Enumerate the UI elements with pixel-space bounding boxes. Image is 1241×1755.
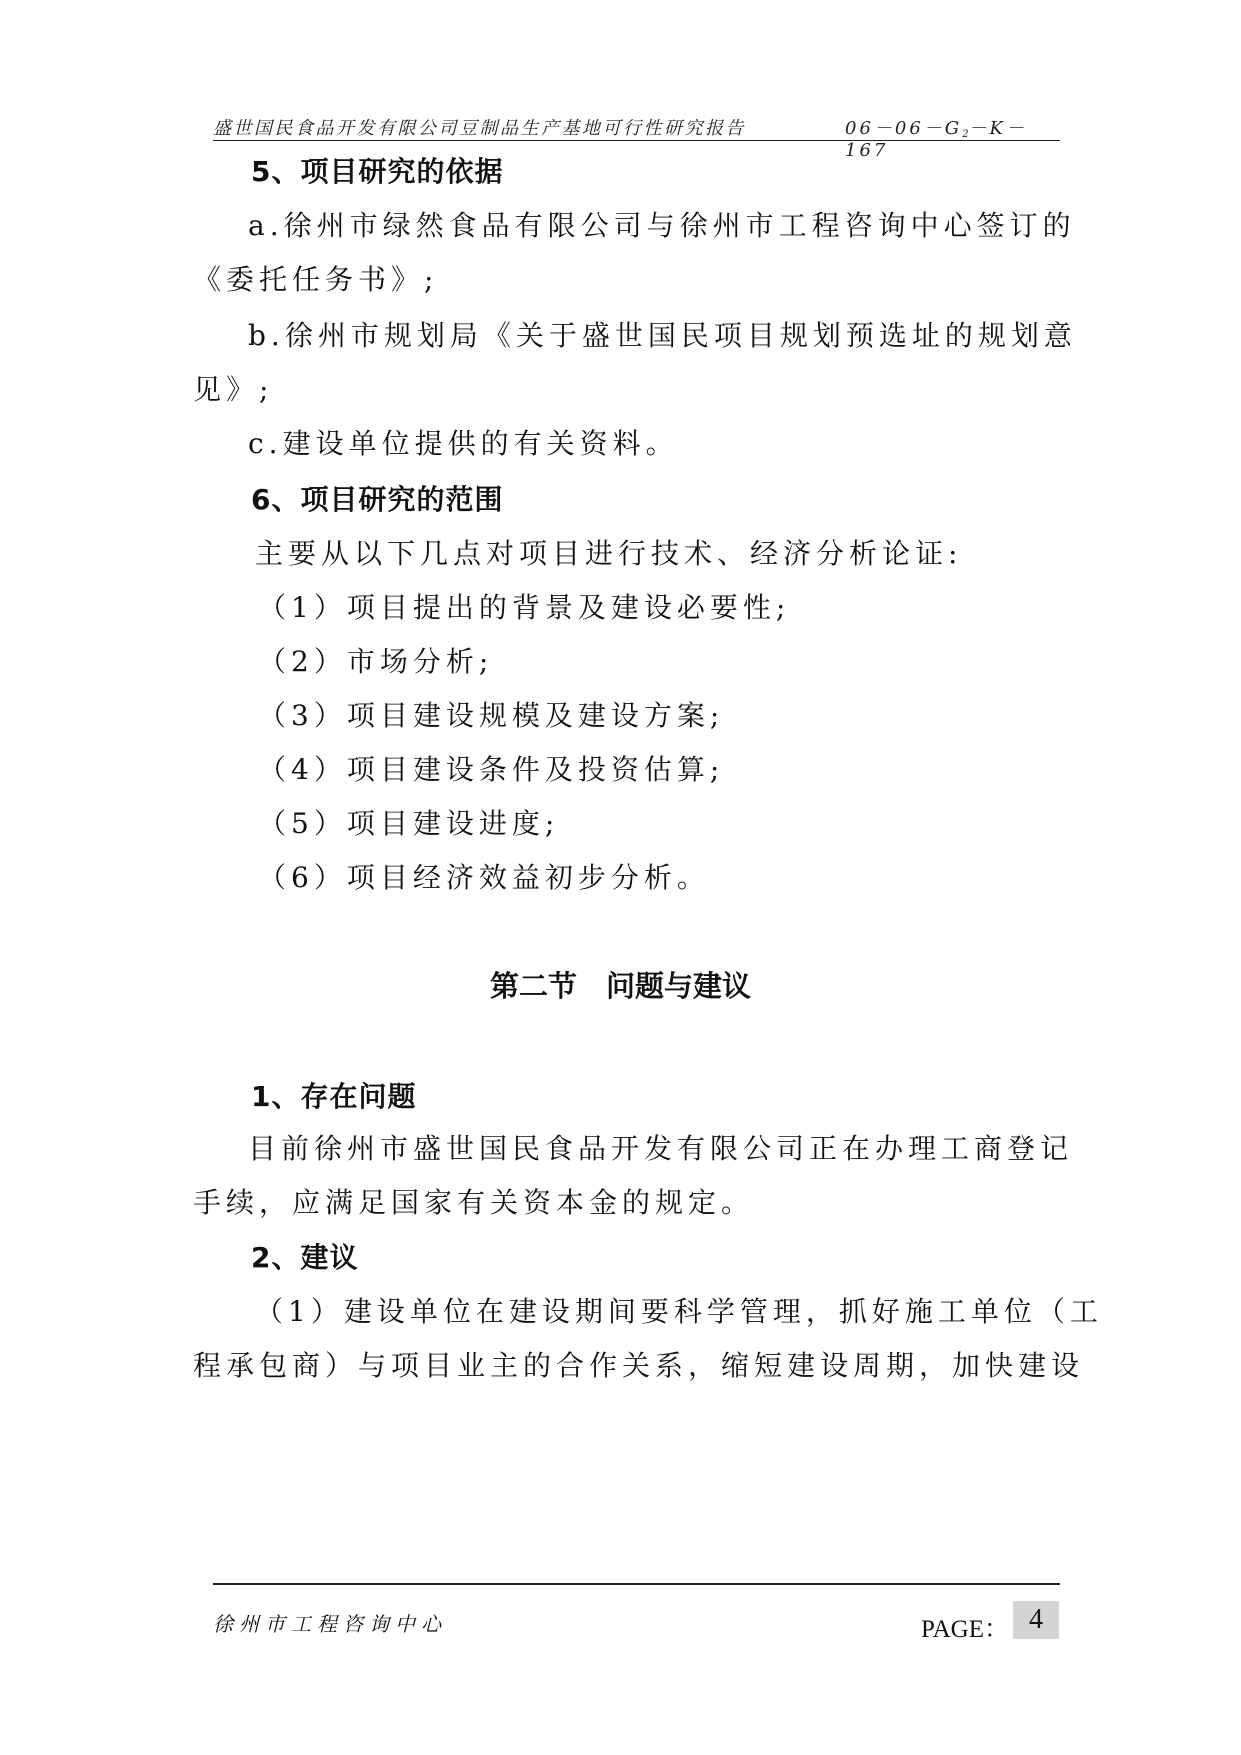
heading-suggestions: 2、建议 — [251, 1241, 359, 1274]
heading-research-scope: 6、项目研究的范围 — [251, 483, 504, 516]
body-line: b.徐州市规划局《关于盛世国民项目规划预选址的规划意 — [248, 319, 1077, 352]
list-item: （3）项目建设规模及建设方案; — [258, 699, 725, 732]
page-number: 4 — [1013, 1601, 1059, 1639]
page-header — [213, 110, 1060, 161]
heading-problems: 1、存在问题 — [251, 1080, 417, 1113]
document-code-sub: 2 — [962, 129, 969, 140]
footer-divider — [213, 1583, 1060, 1585]
document-code — [845, 114, 1060, 161]
footer-organization: 徐州市工程咨询中心 — [213, 1612, 447, 1636]
page-label: PAGE： — [921, 1616, 1009, 1643]
body-line: c.建设单位提供的有关资料。 — [248, 427, 679, 460]
list-item: （1）项目提出的背景及建设必要性; — [258, 591, 791, 624]
list-item: （2）市场分析; — [258, 645, 494, 678]
body-line: 主要从以下几点对项目进行技术、经济分析论证: — [255, 537, 963, 570]
body-line: 目前徐州市盛世国民食品开发有限公司正在办理工商登记 — [248, 1132, 1074, 1165]
list-item: （4）项目建设条件及投资估算; — [258, 753, 725, 786]
body-line: a.徐州市绿然食品有限公司与徐州市工程咨询中心签订的 — [248, 209, 1076, 242]
body-line: 程承包商）与项目业主的合作关系，缩短建设周期，加快建设 — [193, 1349, 1085, 1382]
header-title: 盛世国民食品开发有限公司豆制品生产基地可行性研究报告 — [213, 118, 746, 139]
list-item: （5）项目建设进度; — [258, 807, 560, 840]
list-item: （6）项目经济效益初步分析。 — [258, 861, 710, 894]
chapter-title: 第二节 问题与建议 — [489, 969, 751, 1003]
document-code-suffix: －K－167 — [845, 118, 1028, 161]
heading-research-basis: 5、项目研究的依据 — [251, 155, 504, 188]
document-code-prefix: 06－06－G — [845, 118, 963, 139]
body-line: （1）建设单位在建设期间要科学管理，抓好施工单位（工 — [255, 1295, 1103, 1328]
body-line: 见》; — [193, 373, 274, 406]
body-line: 手续，应满足国家有关资本金的规定。 — [193, 1186, 755, 1219]
body-line: 《委托任务书》; — [193, 263, 439, 296]
